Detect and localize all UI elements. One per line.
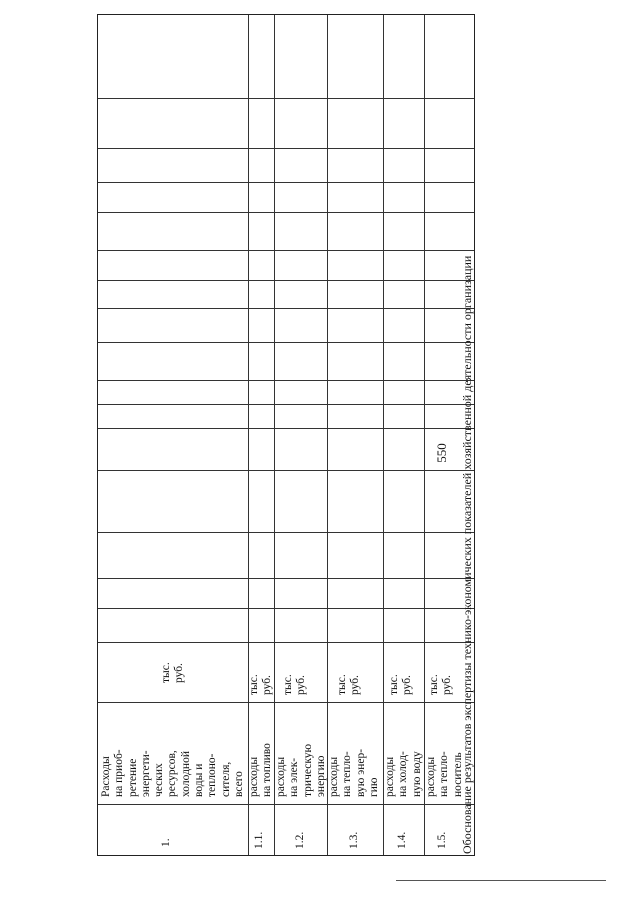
col-divider	[98, 98, 474, 99]
footnote: Обоснование результатов экспертизы технико-экономических показателей хозяйственной деятельности организации	[460, 255, 474, 854]
row-number: 1.2.	[294, 831, 306, 849]
col-divider	[98, 804, 474, 805]
col-divider	[98, 280, 474, 281]
row-name: расходы на элек- трическую энергию	[275, 743, 327, 797]
row-name: Расходы на приоб- ретение энергети- ческих ресурсов, холодной воды и теплоно- сителя, всего	[100, 749, 245, 797]
col-divider	[98, 404, 474, 405]
col-divider	[98, 470, 474, 471]
col-divider	[98, 608, 474, 609]
row-number: 1.4.	[396, 831, 408, 849]
col-divider	[98, 182, 474, 183]
row-number: 1.	[160, 838, 172, 847]
row-name: расходы на тепло- вую энер- гию	[328, 748, 380, 797]
scan-edge-line	[396, 880, 606, 881]
data-table	[97, 14, 475, 856]
row-name: расходы на тепло- носитель	[425, 751, 464, 797]
col-divider	[98, 212, 474, 213]
col-divider	[98, 342, 474, 343]
row-name: расходы на топливо	[248, 743, 274, 797]
col-divider	[98, 428, 474, 429]
row-divider	[424, 15, 425, 855]
col-divider	[98, 532, 474, 533]
page-number: 550	[434, 443, 449, 463]
row-unit: тыс. руб.	[248, 674, 274, 695]
col-divider	[98, 578, 474, 579]
col-divider	[98, 702, 474, 703]
row-divider	[327, 15, 328, 855]
row-unit: тыс. руб.	[282, 674, 308, 695]
col-divider	[98, 642, 474, 643]
row-number: 1.1.	[253, 831, 265, 849]
row-divider	[383, 15, 384, 855]
col-divider	[98, 308, 474, 309]
row-number: 1.5.	[436, 831, 448, 849]
row-number: 1.3.	[348, 831, 360, 849]
row-divider	[274, 15, 275, 855]
row-unit: тыс. руб.	[336, 674, 362, 695]
row-name: расходы на холод- ную воду	[384, 751, 423, 797]
row-unit: тыс. руб.	[428, 674, 454, 695]
col-divider	[98, 380, 474, 381]
row-unit: тыс. руб.	[160, 662, 186, 683]
col-divider	[98, 250, 474, 251]
col-divider	[98, 148, 474, 149]
row-divider	[248, 15, 249, 855]
row-unit: тыс. руб.	[388, 674, 414, 695]
